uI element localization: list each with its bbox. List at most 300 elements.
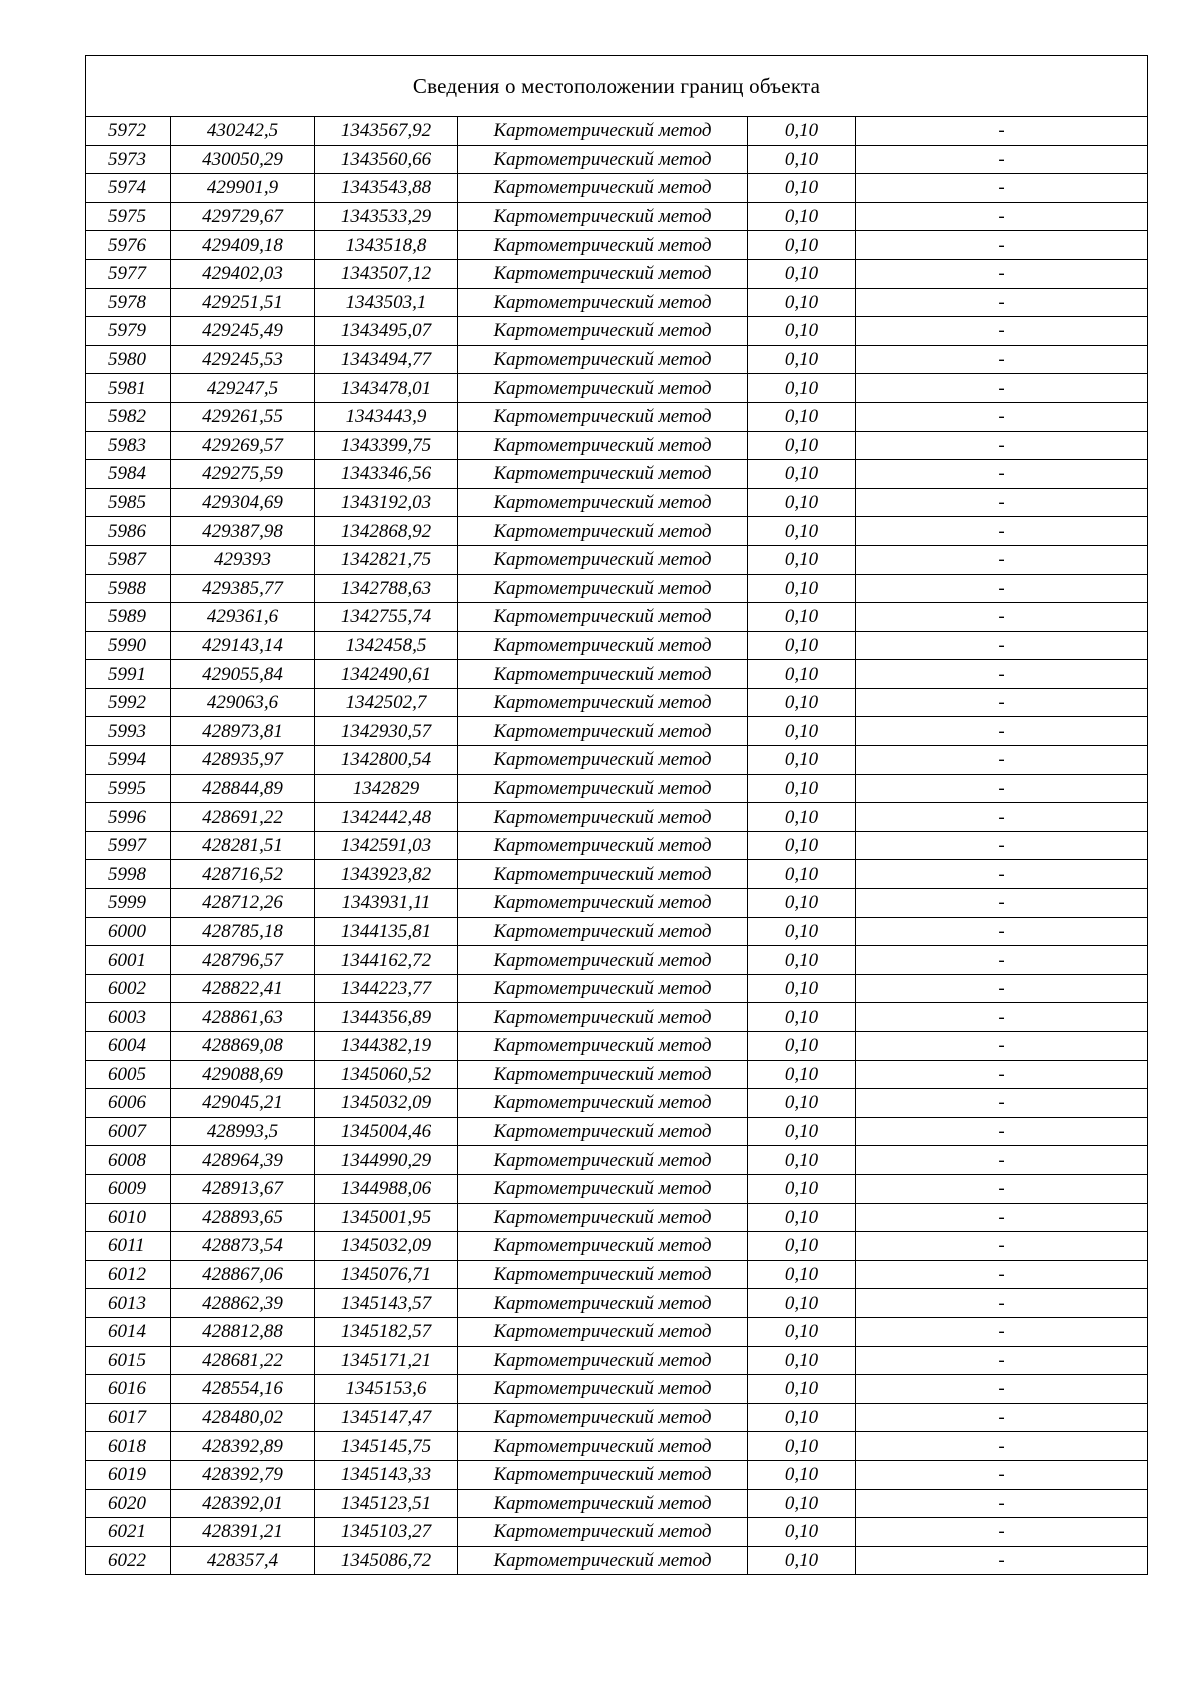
y-coordinate-cell: 1345060,52	[315, 1060, 458, 1089]
accuracy-cell: 0,10	[748, 1489, 856, 1518]
y-coordinate-cell: 1345143,33	[315, 1460, 458, 1489]
x-coordinate-cell: 429729,67	[171, 202, 315, 231]
table-row	[86, 1003, 1148, 1032]
description-cell: -	[856, 145, 1148, 174]
table-row	[86, 174, 1148, 203]
x-coordinate-cell: 429387,98	[171, 517, 315, 546]
y-coordinate-cell: 1344162,72	[315, 946, 458, 975]
method-cell: Картометрический метод	[458, 746, 748, 775]
table-body	[86, 117, 1148, 1575]
point-number-cell: 5976	[86, 231, 171, 260]
y-coordinate-cell: 1343543,88	[315, 174, 458, 203]
accuracy-cell: 0,10	[748, 545, 856, 574]
point-number-cell: 6020	[86, 1489, 171, 1518]
point-number-cell: 5996	[86, 803, 171, 832]
table-row	[86, 545, 1148, 574]
accuracy-cell: 0,10	[748, 1232, 856, 1261]
point-number-cell: 6021	[86, 1518, 171, 1547]
point-number-cell: 5972	[86, 117, 171, 146]
accuracy-cell: 0,10	[748, 1203, 856, 1232]
point-number-cell: 5980	[86, 345, 171, 374]
method-cell: Картометрический метод	[458, 259, 748, 288]
method-cell: Картометрический метод	[458, 688, 748, 717]
point-number-cell: 6015	[86, 1346, 171, 1375]
method-cell: Картометрический метод	[458, 431, 748, 460]
table-row	[86, 1289, 1148, 1318]
description-cell: -	[856, 174, 1148, 203]
point-number-cell: 5974	[86, 174, 171, 203]
x-coordinate-cell: 428867,06	[171, 1260, 315, 1289]
accuracy-cell: 0,10	[748, 974, 856, 1003]
table-row	[86, 517, 1148, 546]
accuracy-cell: 0,10	[748, 174, 856, 203]
point-number-cell: 6014	[86, 1317, 171, 1346]
x-coordinate-cell: 428973,81	[171, 717, 315, 746]
point-number-cell: 5988	[86, 574, 171, 603]
x-coordinate-cell: 429275,59	[171, 460, 315, 489]
point-number-cell: 6007	[86, 1117, 171, 1146]
table-row	[86, 1375, 1148, 1404]
x-coordinate-cell: 429402,03	[171, 259, 315, 288]
y-coordinate-cell: 1343495,07	[315, 317, 458, 346]
description-cell: -	[856, 1117, 1148, 1146]
table-row	[86, 1117, 1148, 1146]
method-cell: Картометрический метод	[458, 803, 748, 832]
x-coordinate-cell: 428691,22	[171, 803, 315, 832]
y-coordinate-cell: 1342800,54	[315, 746, 458, 775]
point-number-cell: 5982	[86, 402, 171, 431]
y-coordinate-cell: 1345032,09	[315, 1089, 458, 1118]
description-cell: -	[856, 1518, 1148, 1547]
method-cell: Картометрический метод	[458, 1346, 748, 1375]
accuracy-cell: 0,10	[748, 259, 856, 288]
method-cell: Картометрический метод	[458, 831, 748, 860]
y-coordinate-cell: 1345004,46	[315, 1117, 458, 1146]
table-title-row	[86, 56, 1148, 117]
method-cell: Картометрический метод	[458, 1460, 748, 1489]
table-row	[86, 631, 1148, 660]
description-cell: -	[856, 460, 1148, 489]
accuracy-cell: 0,10	[748, 746, 856, 775]
method-cell: Картометрический метод	[458, 317, 748, 346]
method-cell: Картометрический метод	[458, 1317, 748, 1346]
accuracy-cell: 0,10	[748, 1460, 856, 1489]
table-row	[86, 1203, 1148, 1232]
y-coordinate-cell: 1343518,8	[315, 231, 458, 260]
table-row	[86, 974, 1148, 1003]
accuracy-cell: 0,10	[748, 803, 856, 832]
point-number-cell: 6017	[86, 1403, 171, 1432]
table-row	[86, 1232, 1148, 1261]
method-cell: Картометрический метод	[458, 1089, 748, 1118]
table-row	[86, 1403, 1148, 1432]
method-cell: Картометрический метод	[458, 1289, 748, 1318]
x-coordinate-cell: 428861,63	[171, 1003, 315, 1032]
description-cell: -	[856, 889, 1148, 918]
point-number-cell: 6008	[86, 1146, 171, 1175]
accuracy-cell: 0,10	[748, 831, 856, 860]
accuracy-cell: 0,10	[748, 1346, 856, 1375]
point-number-cell: 6005	[86, 1060, 171, 1089]
description-cell: -	[856, 803, 1148, 832]
y-coordinate-cell: 1344356,89	[315, 1003, 458, 1032]
description-cell: -	[856, 1003, 1148, 1032]
point-number-cell: 6012	[86, 1260, 171, 1289]
point-number-cell: 5979	[86, 317, 171, 346]
accuracy-cell: 0,10	[748, 1146, 856, 1175]
point-number-cell: 5999	[86, 889, 171, 918]
x-coordinate-cell: 429245,53	[171, 345, 315, 374]
x-coordinate-cell: 428392,01	[171, 1489, 315, 1518]
x-coordinate-cell: 429045,21	[171, 1089, 315, 1118]
table-row	[86, 1518, 1148, 1547]
description-cell: -	[856, 1346, 1148, 1375]
accuracy-cell: 0,10	[748, 1432, 856, 1461]
x-coordinate-cell: 428812,88	[171, 1317, 315, 1346]
y-coordinate-cell: 1343567,92	[315, 117, 458, 146]
x-coordinate-cell: 429304,69	[171, 488, 315, 517]
x-coordinate-cell: 429409,18	[171, 231, 315, 260]
accuracy-cell: 0,10	[748, 688, 856, 717]
y-coordinate-cell: 1342755,74	[315, 603, 458, 632]
boundary-coordinates-table	[85, 55, 1148, 1575]
x-coordinate-cell: 428716,52	[171, 860, 315, 889]
accuracy-cell: 0,10	[748, 946, 856, 975]
y-coordinate-cell: 1345123,51	[315, 1489, 458, 1518]
point-number-cell: 5978	[86, 288, 171, 317]
method-cell: Картометрический метод	[458, 1203, 748, 1232]
x-coordinate-cell: 428392,79	[171, 1460, 315, 1489]
method-cell: Картометрический метод	[458, 288, 748, 317]
y-coordinate-cell: 1344382,19	[315, 1032, 458, 1061]
description-cell: -	[856, 288, 1148, 317]
table-row	[86, 1346, 1148, 1375]
accuracy-cell: 0,10	[748, 774, 856, 803]
y-coordinate-cell: 1344223,77	[315, 974, 458, 1003]
description-cell: -	[856, 1489, 1148, 1518]
y-coordinate-cell: 1342490,61	[315, 660, 458, 689]
y-coordinate-cell: 1345171,21	[315, 1346, 458, 1375]
x-coordinate-cell: 428281,51	[171, 831, 315, 860]
point-number-cell: 6019	[86, 1460, 171, 1489]
y-coordinate-cell: 1343560,66	[315, 145, 458, 174]
method-cell: Картометрический метод	[458, 1518, 748, 1547]
accuracy-cell: 0,10	[748, 488, 856, 517]
y-coordinate-cell: 1342442,48	[315, 803, 458, 832]
x-coordinate-cell: 428796,57	[171, 946, 315, 975]
method-cell: Картометрический метод	[458, 1546, 748, 1575]
description-cell: -	[856, 1317, 1148, 1346]
y-coordinate-cell: 1342591,03	[315, 831, 458, 860]
y-coordinate-cell: 1343192,03	[315, 488, 458, 517]
y-coordinate-cell: 1343507,12	[315, 259, 458, 288]
y-coordinate-cell: 1342829	[315, 774, 458, 803]
method-cell: Картометрический метод	[458, 774, 748, 803]
accuracy-cell: 0,10	[748, 345, 856, 374]
description-cell: -	[856, 1432, 1148, 1461]
table-row	[86, 1089, 1148, 1118]
x-coordinate-cell: 430242,5	[171, 117, 315, 146]
method-cell: Картометрический метод	[458, 117, 748, 146]
description-cell: -	[856, 1460, 1148, 1489]
y-coordinate-cell: 1345032,09	[315, 1232, 458, 1261]
method-cell: Картометрический метод	[458, 345, 748, 374]
y-coordinate-cell: 1343931,11	[315, 889, 458, 918]
y-coordinate-cell: 1345145,75	[315, 1432, 458, 1461]
description-cell: -	[856, 974, 1148, 1003]
table-title: Сведения о местоположении границ объекта	[86, 56, 1148, 117]
x-coordinate-cell: 429385,77	[171, 574, 315, 603]
method-cell: Картометрический метод	[458, 1432, 748, 1461]
table-row	[86, 917, 1148, 946]
method-cell: Картометрический метод	[458, 946, 748, 975]
accuracy-cell: 0,10	[748, 1546, 856, 1575]
description-cell: -	[856, 1203, 1148, 1232]
y-coordinate-cell: 1342930,57	[315, 717, 458, 746]
accuracy-cell: 0,10	[748, 1089, 856, 1118]
accuracy-cell: 0,10	[748, 460, 856, 489]
table-row	[86, 345, 1148, 374]
description-cell: -	[856, 603, 1148, 632]
accuracy-cell: 0,10	[748, 1518, 856, 1547]
x-coordinate-cell: 428554,16	[171, 1375, 315, 1404]
y-coordinate-cell: 1344988,06	[315, 1174, 458, 1203]
table-row	[86, 1032, 1148, 1061]
x-coordinate-cell: 428785,18	[171, 917, 315, 946]
accuracy-cell: 0,10	[748, 1060, 856, 1089]
method-cell: Картометрический метод	[458, 545, 748, 574]
table-row	[86, 317, 1148, 346]
description-cell: -	[856, 259, 1148, 288]
table-row	[86, 660, 1148, 689]
description-cell: -	[856, 574, 1148, 603]
y-coordinate-cell: 1345153,6	[315, 1375, 458, 1404]
description-cell: -	[856, 746, 1148, 775]
description-cell: -	[856, 688, 1148, 717]
x-coordinate-cell: 428357,4	[171, 1546, 315, 1575]
table-row	[86, 402, 1148, 431]
y-coordinate-cell: 1344990,29	[315, 1146, 458, 1175]
x-coordinate-cell: 429901,9	[171, 174, 315, 203]
point-number-cell: 6006	[86, 1089, 171, 1118]
table-row	[86, 803, 1148, 832]
method-cell: Картометрический метод	[458, 1003, 748, 1032]
description-cell: -	[856, 488, 1148, 517]
table-row	[86, 1432, 1148, 1461]
description-cell: -	[856, 717, 1148, 746]
description-cell: -	[856, 860, 1148, 889]
method-cell: Картометрический метод	[458, 974, 748, 1003]
table-row	[86, 746, 1148, 775]
table-row	[86, 889, 1148, 918]
table-row	[86, 202, 1148, 231]
accuracy-cell: 0,10	[748, 117, 856, 146]
table-row	[86, 374, 1148, 403]
point-number-cell: 5994	[86, 746, 171, 775]
x-coordinate-cell: 430050,29	[171, 145, 315, 174]
point-number-cell: 5990	[86, 631, 171, 660]
method-cell: Картометрический метод	[458, 488, 748, 517]
method-cell: Картометрический метод	[458, 1375, 748, 1404]
accuracy-cell: 0,10	[748, 1317, 856, 1346]
description-cell: -	[856, 1375, 1148, 1404]
x-coordinate-cell: 428913,67	[171, 1174, 315, 1203]
accuracy-cell: 0,10	[748, 1260, 856, 1289]
accuracy-cell: 0,10	[748, 374, 856, 403]
point-number-cell: 6000	[86, 917, 171, 946]
table-row	[86, 860, 1148, 889]
point-number-cell: 6011	[86, 1232, 171, 1261]
x-coordinate-cell: 428993,5	[171, 1117, 315, 1146]
accuracy-cell: 0,10	[748, 717, 856, 746]
description-cell: -	[856, 545, 1148, 574]
x-coordinate-cell: 428844,89	[171, 774, 315, 803]
description-cell: -	[856, 946, 1148, 975]
point-number-cell: 5985	[86, 488, 171, 517]
y-coordinate-cell: 1343346,56	[315, 460, 458, 489]
method-cell: Картометрический метод	[458, 860, 748, 889]
accuracy-cell: 0,10	[748, 317, 856, 346]
x-coordinate-cell: 428480,02	[171, 1403, 315, 1432]
method-cell: Картометрический метод	[458, 889, 748, 918]
table-row	[86, 460, 1148, 489]
accuracy-cell: 0,10	[748, 1403, 856, 1432]
point-number-cell: 5989	[86, 603, 171, 632]
accuracy-cell: 0,10	[748, 145, 856, 174]
x-coordinate-cell: 429251,51	[171, 288, 315, 317]
description-cell: -	[856, 317, 1148, 346]
table-row	[86, 774, 1148, 803]
point-number-cell: 5991	[86, 660, 171, 689]
table-row	[86, 603, 1148, 632]
point-number-cell: 5995	[86, 774, 171, 803]
description-cell: -	[856, 1232, 1148, 1261]
description-cell: -	[856, 345, 1148, 374]
table-row	[86, 1174, 1148, 1203]
accuracy-cell: 0,10	[748, 917, 856, 946]
x-coordinate-cell: 429088,69	[171, 1060, 315, 1089]
description-cell: -	[856, 660, 1148, 689]
y-coordinate-cell: 1345182,57	[315, 1317, 458, 1346]
x-coordinate-cell: 429361,6	[171, 603, 315, 632]
accuracy-cell: 0,10	[748, 889, 856, 918]
point-number-cell: 6001	[86, 946, 171, 975]
method-cell: Картометрический метод	[458, 202, 748, 231]
y-coordinate-cell: 1342868,92	[315, 517, 458, 546]
y-coordinate-cell: 1342458,5	[315, 631, 458, 660]
point-number-cell: 6018	[86, 1432, 171, 1461]
method-cell: Картометрический метод	[458, 1232, 748, 1261]
point-number-cell: 5992	[86, 688, 171, 717]
x-coordinate-cell: 429245,49	[171, 317, 315, 346]
description-cell: -	[856, 1032, 1148, 1061]
table-row	[86, 1460, 1148, 1489]
accuracy-cell: 0,10	[748, 1174, 856, 1203]
x-coordinate-cell: 428964,39	[171, 1146, 315, 1175]
point-number-cell: 5975	[86, 202, 171, 231]
table-row	[86, 1060, 1148, 1089]
point-number-cell: 6022	[86, 1546, 171, 1575]
x-coordinate-cell: 429247,5	[171, 374, 315, 403]
accuracy-cell: 0,10	[748, 603, 856, 632]
y-coordinate-cell: 1342821,75	[315, 545, 458, 574]
method-cell: Картометрический метод	[458, 517, 748, 546]
accuracy-cell: 0,10	[748, 631, 856, 660]
point-number-cell: 5984	[86, 460, 171, 489]
y-coordinate-cell: 1342788,63	[315, 574, 458, 603]
method-cell: Картометрический метод	[458, 1060, 748, 1089]
description-cell: -	[856, 374, 1148, 403]
method-cell: Картометрический метод	[458, 574, 748, 603]
accuracy-cell: 0,10	[748, 1375, 856, 1404]
x-coordinate-cell: 429393	[171, 545, 315, 574]
table-row	[86, 231, 1148, 260]
accuracy-cell: 0,10	[748, 1032, 856, 1061]
method-cell: Картометрический метод	[458, 402, 748, 431]
point-number-cell: 5987	[86, 545, 171, 574]
description-cell: -	[856, 231, 1148, 260]
y-coordinate-cell: 1345001,95	[315, 1203, 458, 1232]
x-coordinate-cell: 428862,39	[171, 1289, 315, 1318]
table-row	[86, 1317, 1148, 1346]
x-coordinate-cell: 428392,89	[171, 1432, 315, 1461]
y-coordinate-cell: 1345147,47	[315, 1403, 458, 1432]
point-number-cell: 5973	[86, 145, 171, 174]
table-row	[86, 288, 1148, 317]
method-cell: Картометрический метод	[458, 1260, 748, 1289]
method-cell: Картометрический метод	[458, 1403, 748, 1432]
method-cell: Картометрический метод	[458, 1489, 748, 1518]
accuracy-cell: 0,10	[748, 231, 856, 260]
x-coordinate-cell: 428893,65	[171, 1203, 315, 1232]
accuracy-cell: 0,10	[748, 202, 856, 231]
y-coordinate-cell: 1343923,82	[315, 860, 458, 889]
description-cell: -	[856, 1260, 1148, 1289]
point-number-cell: 6009	[86, 1174, 171, 1203]
accuracy-cell: 0,10	[748, 1117, 856, 1146]
point-number-cell: 5981	[86, 374, 171, 403]
description-cell: -	[856, 631, 1148, 660]
point-number-cell: 5986	[86, 517, 171, 546]
table-row	[86, 259, 1148, 288]
point-number-cell: 6003	[86, 1003, 171, 1032]
description-cell: -	[856, 917, 1148, 946]
x-coordinate-cell: 428712,26	[171, 889, 315, 918]
method-cell: Картометрический метод	[458, 1032, 748, 1061]
y-coordinate-cell: 1343443,9	[315, 402, 458, 431]
accuracy-cell: 0,10	[748, 288, 856, 317]
y-coordinate-cell: 1342502,7	[315, 688, 458, 717]
table-row	[86, 1146, 1148, 1175]
table-row	[86, 145, 1148, 174]
method-cell: Картометрический метод	[458, 1117, 748, 1146]
table-row	[86, 1546, 1148, 1575]
description-cell: -	[856, 831, 1148, 860]
table-row	[86, 574, 1148, 603]
table-row	[86, 1260, 1148, 1289]
accuracy-cell: 0,10	[748, 517, 856, 546]
method-cell: Картометрический метод	[458, 174, 748, 203]
x-coordinate-cell: 429055,84	[171, 660, 315, 689]
x-coordinate-cell: 428869,08	[171, 1032, 315, 1061]
accuracy-cell: 0,10	[748, 574, 856, 603]
point-number-cell: 6016	[86, 1375, 171, 1404]
accuracy-cell: 0,10	[748, 1289, 856, 1318]
point-number-cell: 6010	[86, 1203, 171, 1232]
x-coordinate-cell: 428681,22	[171, 1346, 315, 1375]
table-row	[86, 688, 1148, 717]
x-coordinate-cell: 429269,57	[171, 431, 315, 460]
